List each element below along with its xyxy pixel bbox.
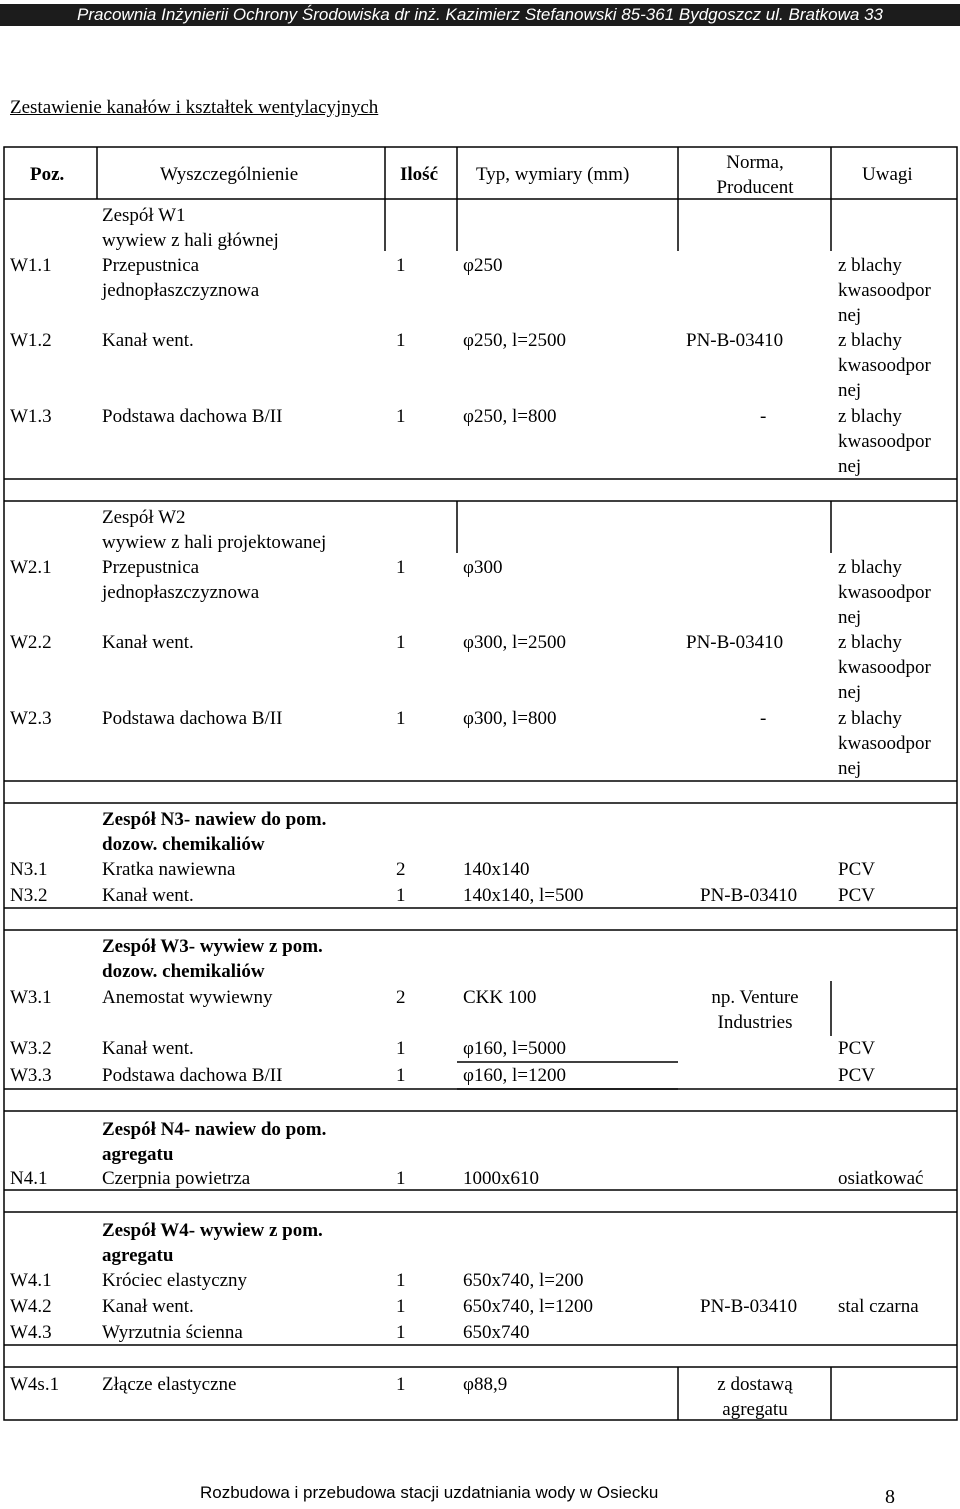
row-qty: 1 [396, 1322, 406, 1343]
row-type: φ250, l=800 [463, 406, 557, 427]
row-type: 650x740 [463, 1322, 530, 1343]
row-notes: kwasoodpor [838, 431, 931, 452]
row-notes: kwasoodpor [838, 280, 931, 301]
row-type: φ160, l=1200 [463, 1065, 566, 1086]
col-header-name: Wyszczególnienie [160, 164, 299, 185]
row-qty: 1 [396, 406, 406, 427]
row-poz: W3.3 [10, 1065, 52, 1086]
group-heading: dozow. chemikaliów [102, 834, 265, 855]
row-poz: W4.3 [10, 1322, 52, 1343]
row-notes: nej [838, 456, 862, 477]
row-name: Kratka nawiewna [102, 859, 236, 880]
row-poz: N3.1 [10, 859, 48, 880]
row-name: Podstawa dachowa B/II [102, 406, 283, 427]
row-notes: nej [838, 380, 862, 401]
row-notes: PCV [838, 885, 875, 906]
row-name: Podstawa dachowa B/II [102, 1065, 283, 1086]
row-notes: kwasoodpor [838, 582, 931, 603]
row-poz: W3.1 [10, 987, 52, 1008]
row-notes: nej [838, 758, 862, 779]
row-name: Przepustnica [102, 255, 200, 276]
row-qty: 2 [396, 987, 406, 1008]
col-header-poz: Poz. [30, 164, 65, 185]
row-name: jednopłaszczyznowa [102, 582, 260, 603]
row-qty: 1 [396, 885, 406, 906]
row-notes: kwasoodpor [838, 657, 931, 678]
row-poz: W4.2 [10, 1296, 52, 1317]
row-norm: - [760, 708, 767, 729]
row-norm: agregatu [722, 1399, 788, 1420]
row-poz: W2.2 [10, 632, 52, 653]
col-header-type: Typ, wymiary (mm) [476, 164, 630, 185]
row-type: 650x740, l=1200 [463, 1296, 593, 1317]
row-notes: osiatkować [838, 1168, 924, 1189]
row-poz: N3.2 [10, 885, 48, 906]
row-name: Anemostat wywiewny [102, 987, 273, 1008]
row-name: Czerpnia powietrza [102, 1168, 251, 1189]
row-norm: PN-B-03410 [686, 330, 784, 351]
page-number: 8 [885, 1486, 895, 1508]
row-name: Wyrzutnia ścienna [102, 1322, 243, 1343]
row-name: Kanał went. [102, 885, 194, 906]
row-type: φ300, l=800 [463, 708, 557, 729]
row-norm: PN-B-03410 [686, 632, 784, 653]
row-norm: PN-B-03410 [700, 885, 798, 906]
row-poz: N4.1 [10, 1168, 48, 1189]
row-notes: z blachy [838, 330, 902, 351]
row-qty: 1 [396, 1038, 406, 1059]
page-footer: Rozbudowa i przebudowa stacji uzdatniania wody w Osiecku [200, 1483, 659, 1502]
row-name: Kanał went. [102, 1038, 194, 1059]
row-notes: z blachy [838, 557, 902, 578]
row-type: 650x740, l=200 [463, 1270, 584, 1291]
row-notes: kwasoodpor [838, 733, 931, 754]
col-header-norm: Norma, [726, 152, 784, 173]
row-notes: nej [838, 305, 862, 326]
row-poz: W2.3 [10, 708, 52, 729]
row-name: Przepustnica [102, 557, 200, 578]
row-qty: 1 [396, 1296, 406, 1317]
group-heading: Zespół N4- nawiew do pom. [102, 1119, 327, 1140]
row-type: φ300 [463, 557, 503, 578]
group-heading: wywiew z hali projektowanej [102, 532, 327, 553]
row-notes: nej [838, 607, 862, 628]
row-notes: stal czarna [838, 1296, 919, 1317]
row-notes: PCV [838, 1038, 875, 1059]
col-header-qty: Ilość [400, 164, 438, 185]
row-qty: 1 [396, 1168, 406, 1189]
row-norm: - [760, 406, 767, 427]
group-heading: wywiew z hali głównej [102, 230, 279, 251]
row-type: φ250, l=2500 [463, 330, 566, 351]
row-notes: z blachy [838, 406, 902, 427]
row-norm: PN-B-03410 [700, 1296, 798, 1317]
row-poz: W4s.1 [10, 1374, 60, 1395]
row-qty: 1 [396, 557, 406, 578]
group-heading: Zespół W3- wywiew z pom. [102, 936, 323, 957]
row-qty: 1 [396, 330, 406, 351]
row-norm: Industries [717, 1012, 793, 1033]
row-norm: z dostawą [717, 1374, 793, 1395]
group-heading: dozow. chemikaliów [102, 961, 265, 982]
group-heading: Zespół N3- nawiew do pom. [102, 809, 327, 830]
row-name: Złącze elastyczne [102, 1374, 237, 1395]
row-poz: W1.2 [10, 330, 52, 351]
row-qty: 1 [396, 632, 406, 653]
row-notes: z blachy [838, 708, 902, 729]
row-poz: W1.1 [10, 255, 52, 276]
document-title: Zestawienie kanałów i kształtek wentylacyjnych [10, 97, 379, 118]
col-header-notes: Uwagi [862, 164, 913, 185]
group-heading: agregatu [102, 1144, 174, 1165]
row-qty: 1 [396, 1374, 406, 1395]
row-notes: z blachy [838, 632, 902, 653]
row-poz: W1.3 [10, 406, 52, 427]
group-heading: Zespół W2 [102, 507, 186, 528]
group-heading: agregatu [102, 1245, 174, 1266]
row-qty: 1 [396, 708, 406, 729]
row-qty: 1 [396, 1065, 406, 1086]
row-type: φ160, l=5000 [463, 1038, 566, 1059]
row-notes: kwasoodpor [838, 355, 931, 376]
group-heading: Zespół W4- wywiew z pom. [102, 1220, 323, 1241]
row-notes: nej [838, 682, 862, 703]
row-name: Kanał went. [102, 1296, 194, 1317]
row-name: Króciec elastyczny [102, 1270, 248, 1291]
row-name: Kanał went. [102, 330, 194, 351]
col-header-producer: Producent [716, 177, 794, 198]
row-name: jednopłaszczyznowa [102, 280, 260, 301]
row-qty: 2 [396, 859, 406, 880]
row-notes: z blachy [838, 255, 902, 276]
row-type: CKK 100 [463, 987, 537, 1008]
page-header: Pracownia Inżynierii Ochrony Środowiska dr inż. Kazimierz Stefanowski 85-361 Bydgoszcz ul. Bratkowa 33 [0, 4, 960, 26]
row-type: φ300, l=2500 [463, 632, 566, 653]
row-type: φ250 [463, 255, 503, 276]
row-norm: np. Venture [711, 987, 799, 1008]
row-notes: PCV [838, 1065, 875, 1086]
row-type: 140x140, l=500 [463, 885, 584, 906]
row-type: φ88,9 [463, 1374, 508, 1395]
row-name: Podstawa dachowa B/II [102, 708, 283, 729]
row-poz: W3.2 [10, 1038, 52, 1059]
row-poz: W2.1 [10, 557, 52, 578]
row-poz: W4.1 [10, 1270, 52, 1291]
row-type: 140x140 [463, 859, 530, 880]
row-qty: 1 [396, 1270, 406, 1291]
row-type: 1000x610 [463, 1168, 539, 1189]
row-qty: 1 [396, 255, 406, 276]
row-notes: PCV [838, 859, 875, 880]
row-name: Kanał went. [102, 632, 194, 653]
group-heading: Zespół W1 [102, 205, 186, 226]
